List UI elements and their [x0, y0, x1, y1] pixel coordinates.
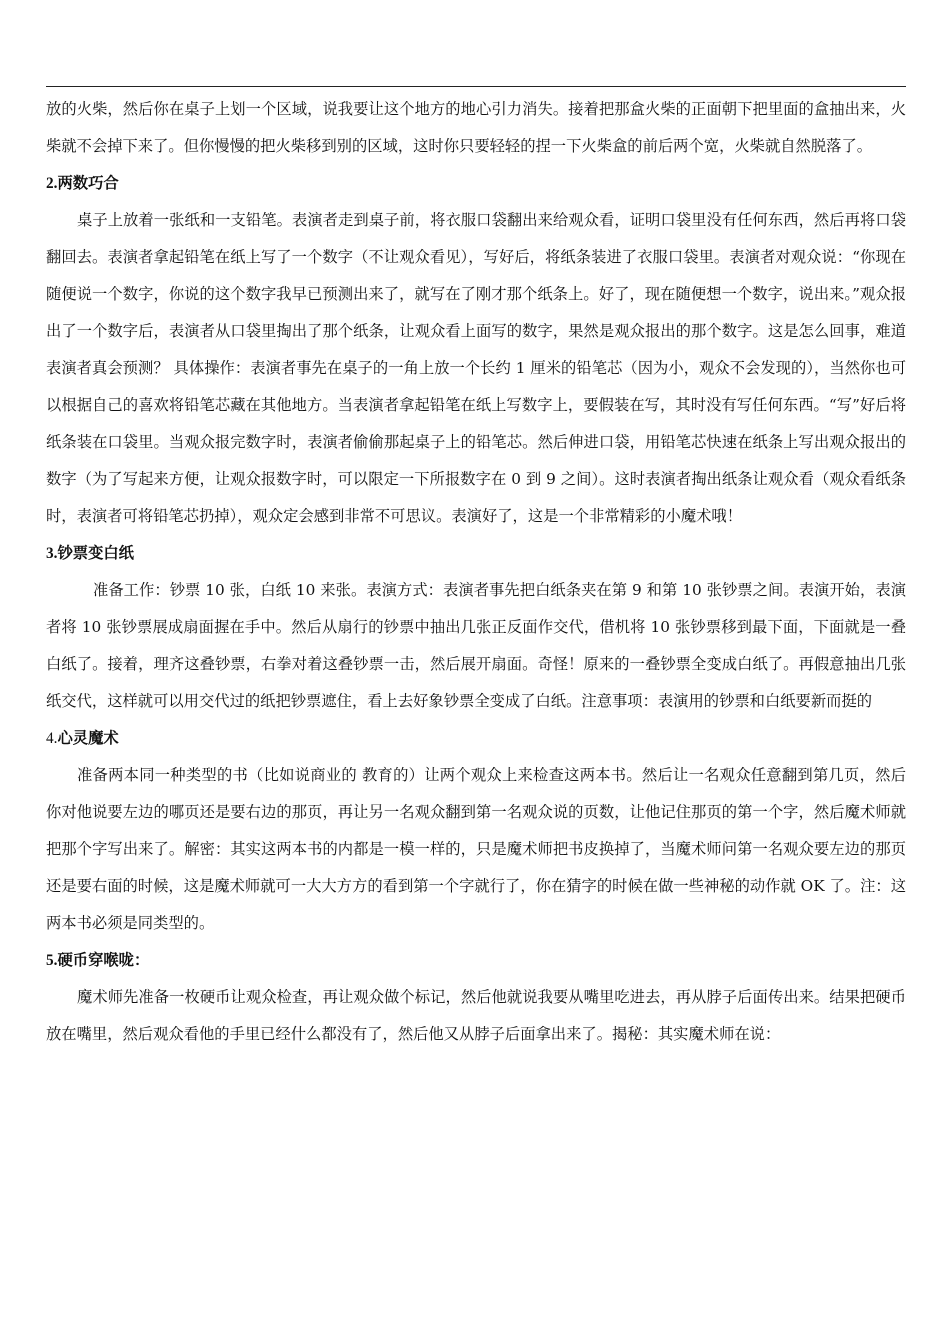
- section-2-heading: [46, 165, 906, 202]
- section-number: 5.: [46, 952, 58, 969]
- section-3-heading: [46, 535, 906, 572]
- section-number: 4.: [46, 730, 58, 747]
- section-5-body: 魔术师先准备一枚硬币让观众检查，再让观众做个标记，然后他就说我要从嘴里吃进去，再从脖子后面传出来。结果把硬币放在嘴里，然后观众看他的手里已经什么都没有了，然后他又从脖子后面拿出来了。揭秘：其实魔术师在说：: [46, 988, 906, 1043]
- section-4-heading: [46, 720, 906, 757]
- section-title: 钞票变白纸: [57, 544, 134, 562]
- continued-paragraph: 放的火柴，然后你在桌子上划一个区域，说我要让这个地方的地心引力消失。接着把那盒火柴的正面朝下把里面的盒抽出来，火柴就不会掉下来了。但你慢慢的把火柴移到别的区域，这时你只要轻轻的捏一下火柴盒的前后两个宽，火柴就自然脱落了。: [46, 100, 906, 155]
- section-title: 心灵魔术: [57, 729, 119, 747]
- section-3-body: 准备工作：钞票 10 张，白纸 10 来张。表演方式：表演者事先把白纸条夹在第 9 和第 10 张钞票之间。表演开始，表演者将 10 张钞票展成扇面握在手中。然后从扇行的钞票中抽出几张正反面作交代，借机将 10 张钞票移到最下面，下面就是一叠白纸了。接着，理齐这叠钞票，右拳对着这叠钞票一击，然后展开扇面。奇怪！原来的一叠钞票全变成白纸了。再假意抽出几张纸交代，这样就可以用交代过的纸把钞票遮住，看上去好象钞票全变成了白纸。注意事项：表演用的钞票和白纸要新而挺的: [46, 581, 906, 710]
- section-title: 两数巧合: [57, 174, 119, 192]
- section-5-heading: [46, 942, 906, 979]
- section-title: 硬币穿喉咙：: [57, 951, 150, 969]
- document-body: [46, 91, 906, 1053]
- header-rule: [46, 86, 906, 87]
- section-number: 3.: [46, 545, 58, 562]
- section-4-body: 准备两本同一种类型的书（比如说商业的 教育的）让两个观众上来检查这两本书。然后让一名观众任意翻到第几页，然后你对他说要左边的哪页还是要右边的那页，再让另一名观众翻到第一名观众说的页数，让他记住那页的第一个字，然后魔术师就把那个字写出来了。解密：其实这两本书的内都是一模一样的，只是魔术师把书皮换掉了，当魔术师问第一名观众要左边的那页还是要右面的时候，这是魔术师就可一大大方方的看到第一个字就行了，你在猜字的时候在做一些神秘的动作就 OK 了。注：这两本书必须是同类型的。: [46, 766, 906, 932]
- section-number: 2.: [46, 175, 58, 192]
- section-2-body: 桌子上放着一张纸和一支铅笔。表演者走到桌子前，将衣服口袋翻出来给观众看，证明口袋里没有任何东西，然后再将口袋翻回去。表演者拿起铅笔在纸上写了一个数字（不让观众看见），写好后，将纸条装进了衣服口袋里。表演者对观众说：“你现在随便说一个数字，你说的这个数字我早已预测出来了，就写在了刚才那个纸条上。好了，现在随便想一个数字，说出来。”观众报出了一个数字后，表演者从口袋里掏出了那个纸条，让观众看上面写的数字，果然是观众报出的那个数字。这是怎么回事，难道表演者真会预测？ 具体操作：表演者事先在桌子的一角上放一个长约 1 厘米的铅笔芯（因为小，观众不会发现的），当然你也可以根据自己的喜欢将铅笔芯藏在其他地方。当表演者拿起铅笔在纸上写数字上，要假装在写，其时没有写任何东西。“写”好后将纸条装在口袋里。当观众报完数字时，表演者偷偷那起桌子上的铅笔芯。然后伸进口袋，用铅笔芯快速在纸条上写出观众报出的数字（为了写起来方便，让观众报数字时，可以限定一下所报数字在 0 到 9 之间）。这时表演者掏出纸条让观众看（观众看纸条时，表演者可将铅笔芯扔掉），观众定会感到非常不可思议。表演好了，这是一个非常精彩的小魔术哦！: [46, 211, 906, 525]
